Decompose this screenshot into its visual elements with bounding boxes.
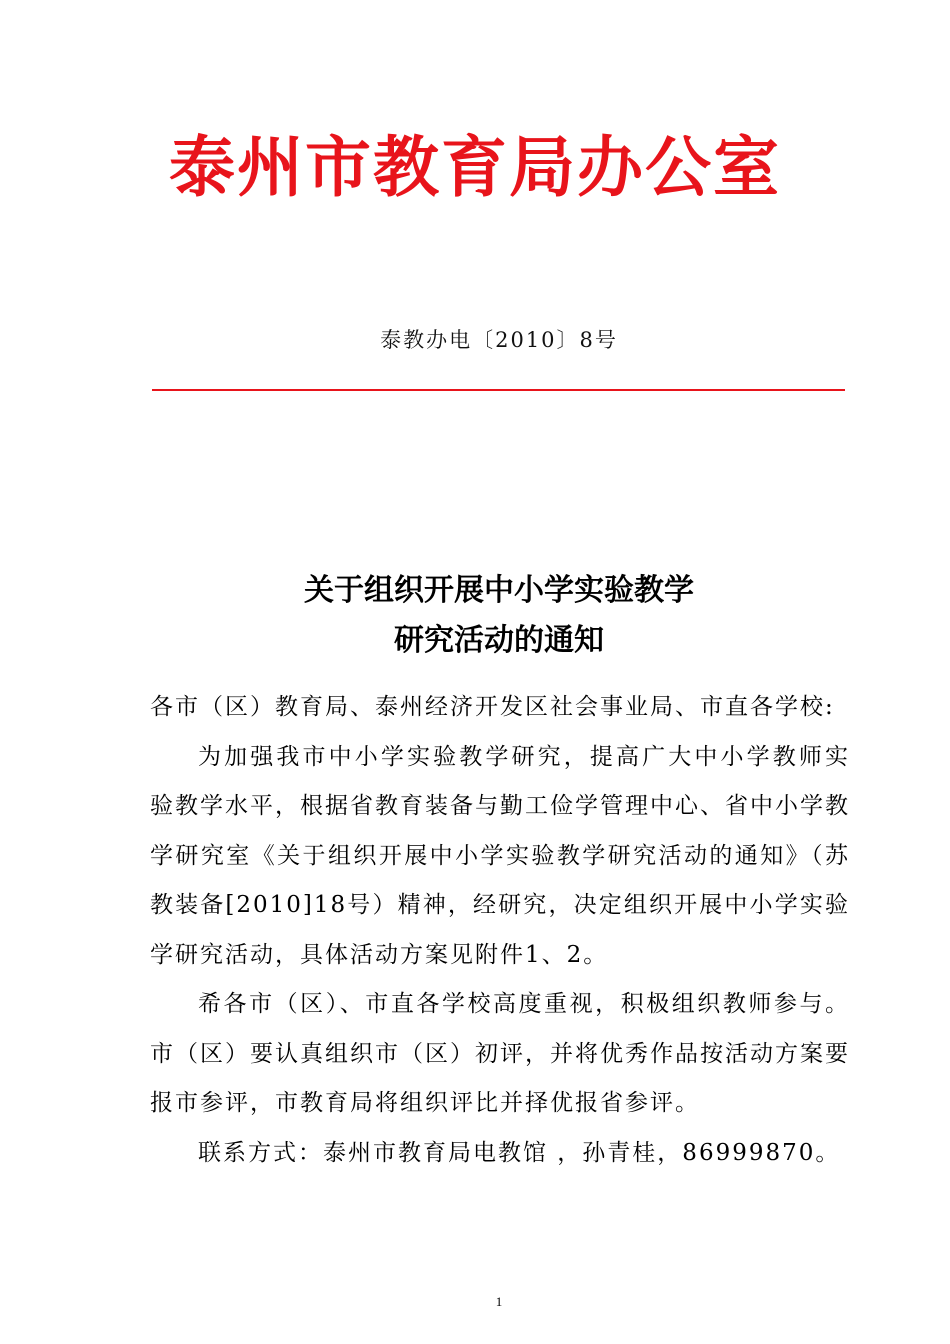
page-number: 1 [495,1294,503,1309]
paragraph-1-line: 为加强我市中小学实验教学研究，提高广大中小学教师实 [198,743,850,770]
contact-line: 联系方式：泰州市教育局电教馆 ，孙青桂，86999870。 [198,1139,841,1166]
paragraph-1-line: 教装备[2010]18号）精神，经研究，决定组织开展中小学实验 [150,892,850,918]
title-line-1: 关于组织开展中小学实验教学 [304,573,694,608]
paragraph-2-line: 希各市（区）、市直各学校高度重视，积极组织教师参与。 [198,991,850,1017]
document-number: 泰教办电〔2010〕8号 [380,328,618,352]
document-body [150,683,850,1178]
title-line-2: 研究活动的通知 [394,623,604,658]
issuer-masthead: 泰州市教育局办公室 [169,129,781,206]
red-divider-line [152,389,845,391]
paragraph-1-line: 学研究活动，具体活动方案见附件1、2。 [150,941,609,968]
salutation: 各市（区）教育局、泰州经济开发区社会事业局、市直各学校: [150,694,835,720]
paragraph-2-line: 市（区）要认真组织市（区）初评，并将优秀作品按活动方案要 [150,1040,850,1067]
document-title [0,566,950,666]
paragraph-1-line: 学研究室《关于组织开展中小学实验教学研究活动的通知》（苏 [150,842,850,869]
paragraph-2-line: 报市参评，市教育局将组织评比并择优报省参评。 [150,1090,700,1116]
paragraph-1-line: 验教学水平，根据省教育装备与勤工俭学管理中心、省中小学教 [150,793,850,819]
